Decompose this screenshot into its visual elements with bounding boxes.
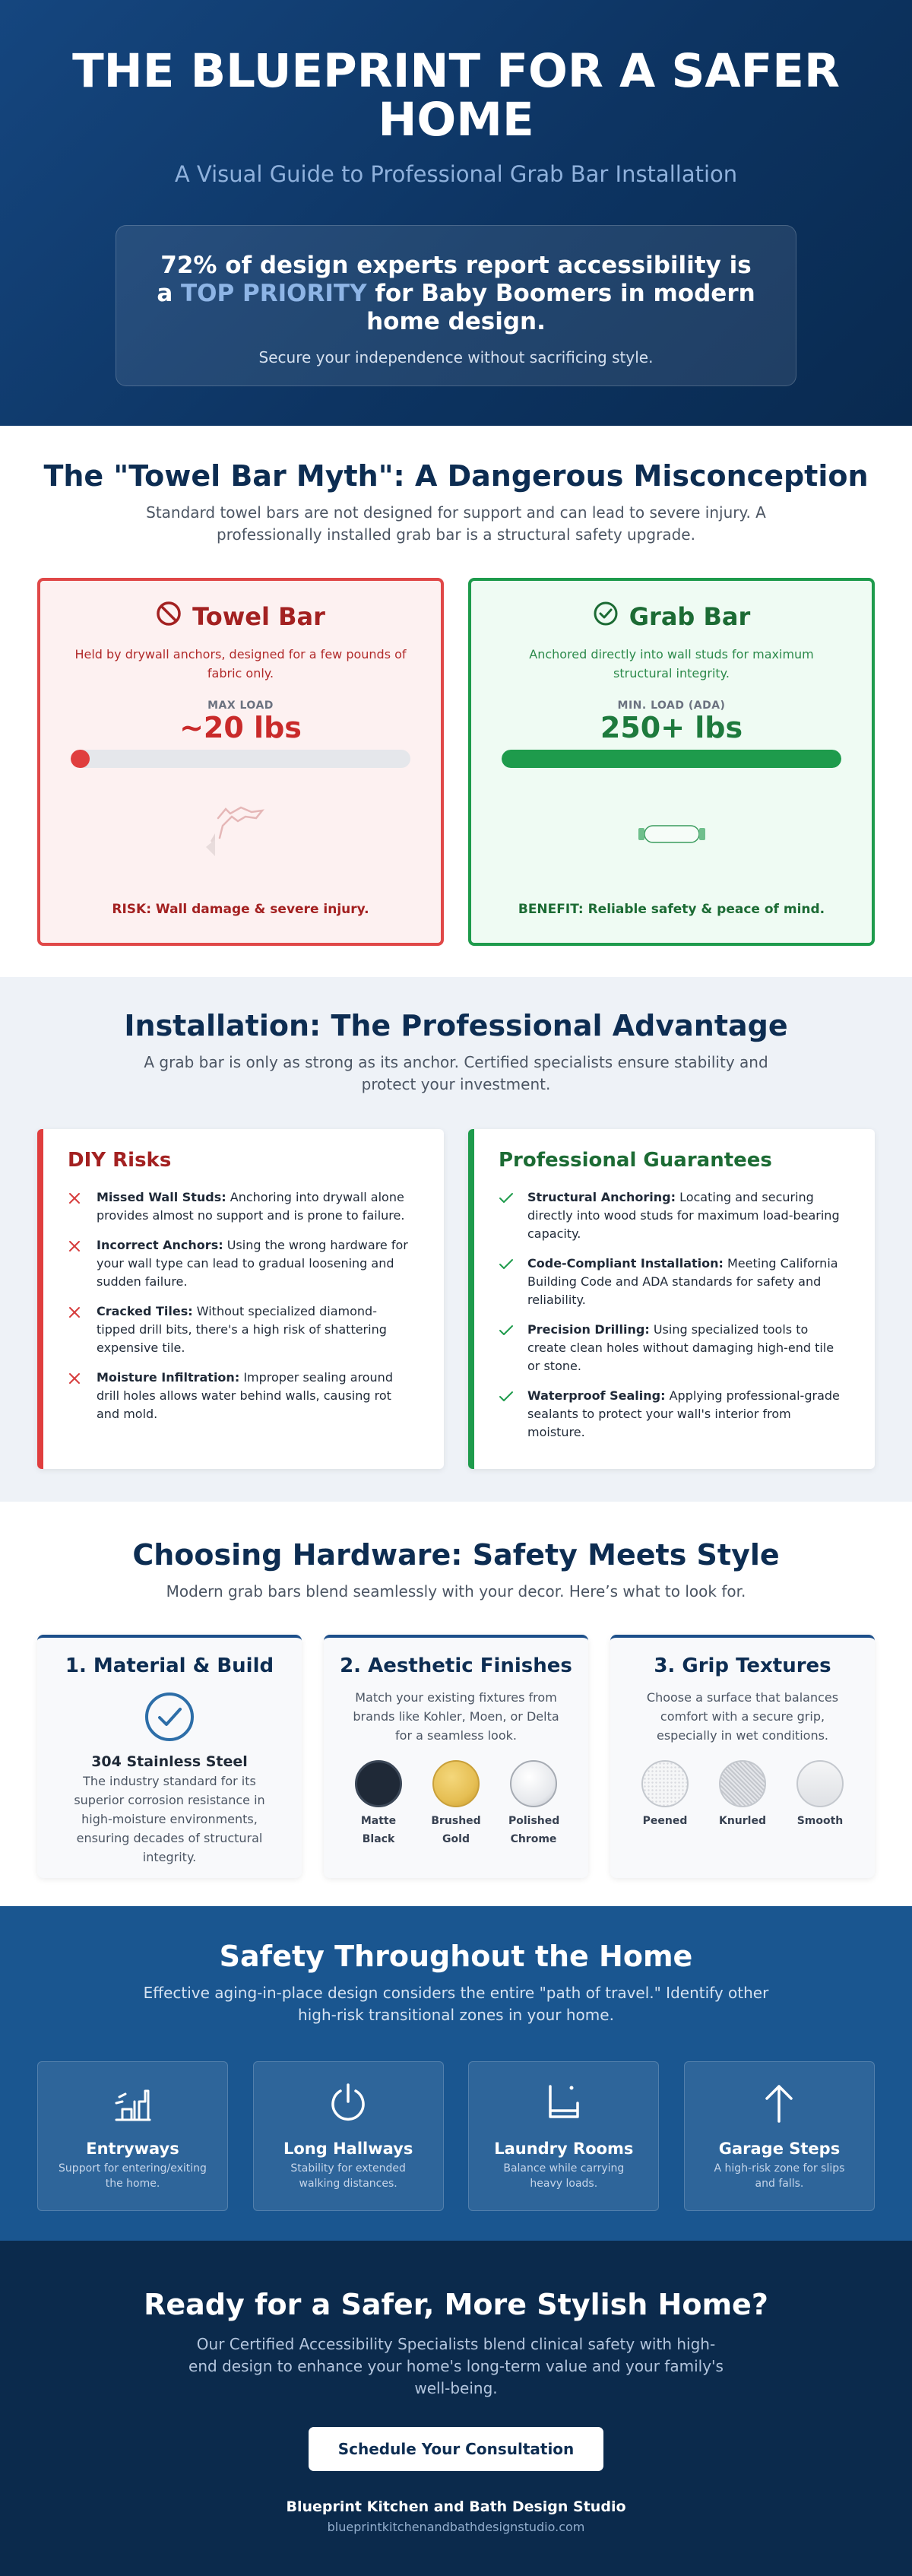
zone-text: A high-risk zone for slips and falls. [714,2162,845,2190]
list-item-body: Meeting California Building Code and ADA standards for safety and reliability. [527,1256,838,1307]
card-title: 1. Material & Build [65,1654,274,1677]
prohibited-icon [156,601,182,633]
list-item-heading: Incorrect Anchors: [97,1238,223,1252]
section-subtitle: Standard towel bars are not designed for support and can lead to severe injury. A professionally installed grab bar is a structural safety upgrade. [146,503,766,544]
grip-option[interactable] [640,1760,690,1830]
stat-tagline: Secure your independence without sacrificing style. [258,348,654,366]
broken-bar-illustration [71,780,410,887]
list-item-text [527,1255,844,1309]
load-bar-fill [71,750,90,768]
grip-option[interactable] [795,1760,845,1830]
finish-swatch [432,1760,480,1807]
zone-card [37,2061,228,2211]
zone-title: Laundry Rooms [494,2140,634,2158]
finish-name: Matte Black [360,1815,397,1845]
zone-title: Garage Steps [718,2140,841,2158]
section-subtitle: Modern grab bars blend seamlessly with your decor. Here’s what to look for. [166,1582,746,1600]
list-item-body: Improper sealing around drill holes allows water behind walls, causing rot and mold. [97,1370,393,1421]
studio-name: Blueprint Kitchen and Bath Design Studio [286,2498,626,2515]
finish-swatch [355,1760,402,1807]
hardware-section [0,1502,912,1906]
list-item-text [97,1369,413,1423]
list-item-heading: Moisture Infiltration: [97,1370,240,1385]
cta-section [0,2241,912,2576]
load-value: ~20 lbs [179,711,302,744]
section-subtitle: A grab bar is only as strong as its anchor. Certified specialists ensure stability and protect your investment. [144,1053,768,1093]
stat-part1: 72% of design experts report accessibility is a [157,252,752,307]
list-item-text [527,1321,844,1375]
grip-swatch [641,1760,689,1807]
cta-title: Ready for a Safer, More Stylish Home? [144,2288,768,2321]
load-label: MAX LOAD [207,700,274,712]
list-item-text [97,1302,413,1357]
load-value: 250+ lbs [600,711,743,744]
list-item [499,1387,844,1442]
grip-name: Smooth [796,1815,844,1827]
card-footer: BENEFIT: Reliable safety & peace of mind. [518,902,825,917]
finish-option[interactable] [353,1760,404,1848]
cta-text: Our Certified Accessibility Specialists blend clinical safety with high-end design to enhance your home's long-term value and your family's well-being. [188,2335,724,2397]
load-label: MIN. LOAD (ADA) [617,700,726,712]
finishes-card [324,1635,588,1878]
x-icon [68,1302,83,1357]
finish-option[interactable] [431,1760,481,1848]
zone-card [684,2061,875,2211]
section-subtitle: Effective aging-in-place design considers the entire "path of travel." Identify other high-risk transitional zones in your home. [143,1984,769,2024]
x-icon [68,1188,83,1225]
list-item [68,1369,413,1423]
list-item-text [527,1387,844,1442]
finish-option[interactable] [508,1760,559,1848]
material-description: The industry standard for its superior corrosion resistance in high-moisture environments, ensuring decades of structural integrity. [74,1774,265,1864]
grip-name: Peened [642,1815,688,1827]
stat-part2: for Baby Boomers in modern home design. [366,280,755,335]
finish-swatches [324,1760,588,1848]
zone-text: Stability for extended walking distances. [290,2162,406,2190]
towel-bar-myth-section [0,426,912,977]
card-title: 3. Grip Textures [654,1654,831,1677]
zone-card [253,2061,444,2211]
material-name: 304 Stainless Steel [91,1753,248,1770]
list-item-body: Using the wrong hardware for your wall type can lead to gradual loosening and sudden failure. [97,1238,408,1289]
grip-swatches [610,1760,875,1830]
zone-text: Balance while carrying heavy loads. [503,2162,625,2190]
list-item-body: Anchoring into drywall alone provides almost no support and is prone to failure. [97,1190,405,1223]
stairs-icon [38,2080,227,2126]
list-item-body: Using specialized tools to create clean holes without damaging high-end tile or stone. [527,1322,834,1373]
stat-text [152,252,760,336]
list-item-heading: Missed Wall Studs: [97,1190,226,1204]
list-item [68,1236,413,1291]
stat-card [116,225,796,386]
list-item-body: Without specialized diamond-tipped drill bits, there's a high risk of shattering expensive tile. [97,1304,387,1355]
grip-swatch [796,1760,844,1807]
page-subtitle: A Visual Guide to Professional Grab Bar Installation [174,161,738,187]
list-item-text [97,1188,413,1225]
list-item-text [97,1236,413,1291]
grab-bar-illustration [502,780,841,887]
list-item-heading: Waterproof Sealing: [527,1388,666,1403]
list-item-heading: Cracked Tiles: [97,1304,193,1318]
card-title: Professional Guarantees [499,1149,772,1172]
arrow-up-icon [685,2080,874,2126]
stat-highlight: TOP PRIORITY [181,280,367,307]
check-circle-icon [37,1691,302,1746]
towel-bar-card [37,578,444,946]
diy-risks-card [37,1129,444,1469]
grip-card [610,1635,875,1878]
check-circle-icon [593,601,619,633]
installation-section [0,977,912,1502]
list-item [499,1255,844,1309]
studio-url[interactable]: blueprintkitchenandbathdesignstudio.com [327,2520,585,2534]
card-description: Anchored directly into wall studs for maximum structural integrity. [529,647,814,680]
laundry-basin-icon [469,2080,658,2126]
list-item [499,1321,844,1375]
check-icon [499,1321,514,1375]
card-footer: RISK: Wall damage & severe injury. [112,902,369,917]
zone-card [468,2061,659,2211]
x-icon [68,1369,83,1423]
section-title: Choosing Hardware: Safety Meets Style [132,1538,780,1572]
grab-bar-card [468,578,875,946]
zone-cards [37,2061,875,2211]
check-icon [499,1387,514,1442]
load-bar [71,750,410,768]
section-title: Installation: The Professional Advantage [124,1009,788,1042]
pro-guarantees-list [499,1188,844,1442]
grip-description: Choose a surface that balances comfort with a secure grip, especially in wet conditions. [646,1690,839,1743]
list-item [499,1188,844,1243]
professional-guarantees-card [468,1129,875,1469]
list-item [68,1188,413,1225]
x-icon [68,1236,83,1291]
card-title: Grab Bar [629,602,751,631]
list-item-body: Locating and securing directly into wood studs for maximum load-bearing capacity. [527,1190,840,1241]
load-bar [502,750,841,768]
list-item-heading: Structural Anchoring: [527,1190,676,1204]
finishes-description: Match your existing fixtures from brands like Kohler, Moen, or Delta for a seamless look. [353,1690,559,1743]
grip-option[interactable] [717,1760,768,1830]
section-title: The "Towel Bar Myth": A Dangerous Misconception [43,459,869,493]
load-bar-fill [502,750,841,768]
list-item [68,1302,413,1357]
finish-swatch [510,1760,557,1807]
check-icon [499,1255,514,1309]
list-item-heading: Precision Drilling: [527,1322,650,1337]
list-item-body: Applying professional-grade sealants to protect your wall's interior from moisture. [527,1388,840,1439]
zone-title: Long Hallways [283,2140,413,2158]
card-description: Held by drywall anchors, designed for a few pounds of fabric only. [74,647,407,680]
zone-title: Entryways [86,2140,179,2158]
list-item-text [527,1188,844,1243]
zones-section [0,1906,912,2241]
schedule-consultation-button[interactable]: Schedule Your Consultation [309,2427,603,2471]
material-card [37,1635,302,1878]
card-title: DIY Risks [68,1149,172,1172]
check-icon [499,1188,514,1243]
zone-text: Support for entering/exiting the home. [59,2162,207,2190]
section-title: Safety Throughout the Home [219,1940,693,1973]
card-title: Towel Bar [192,602,325,631]
hero-section [0,0,912,426]
card-title: 2. Aesthetic Finishes [340,1654,572,1677]
grip-swatch [719,1760,766,1807]
diy-risks-list [68,1188,413,1423]
finish-name: Polished Chrome [508,1815,560,1845]
power-icon [254,2080,443,2126]
grip-name: Knurled [718,1815,766,1827]
list-item-heading: Code-Compliant Installation: [527,1256,724,1271]
finish-name: Brushed Gold [431,1815,481,1845]
page-title: THE BLUEPRINT FOR A SAFER HOME [72,44,840,147]
